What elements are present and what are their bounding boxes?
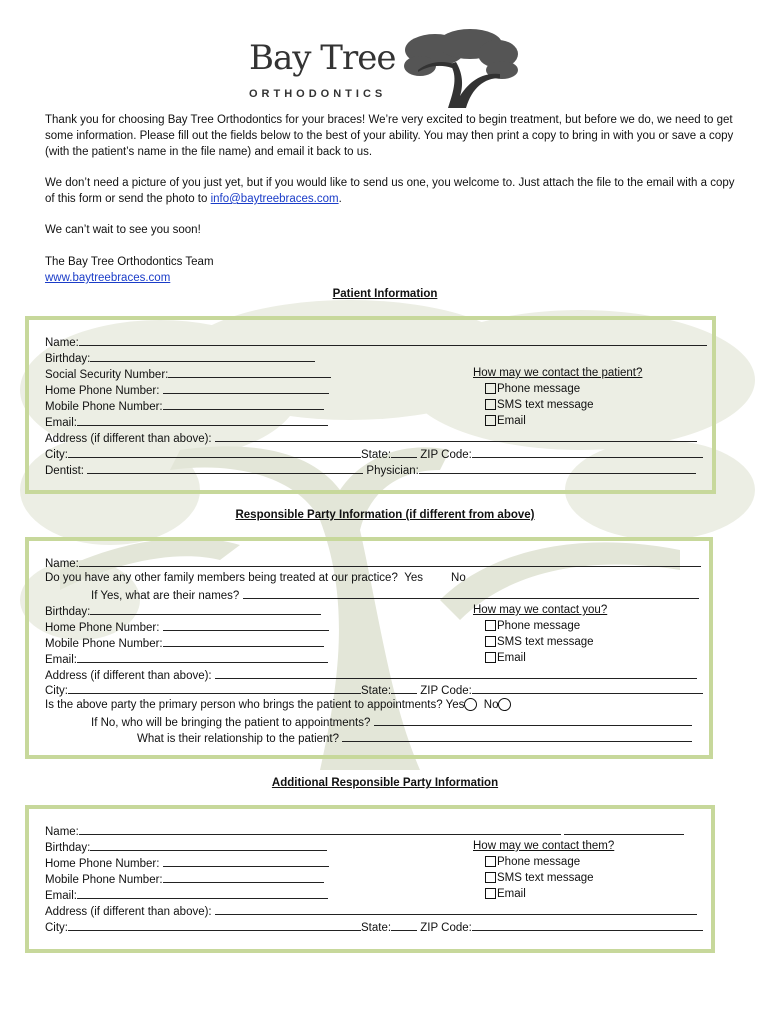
patient-home-phone-label: Home Phone Number: [45, 385, 160, 397]
patient-mobile-phone-label: Mobile Phone Number: [45, 401, 163, 413]
checkbox[interactable] [485, 620, 496, 631]
add-state-label: State: [361, 922, 392, 934]
patient-ssn-label: Social Security Number: [45, 369, 169, 381]
patient-contact-sms[interactable] [485, 397, 594, 413]
add-zip-label: ZIP Code: [420, 922, 472, 934]
patient-zip-field[interactable] [472, 445, 703, 458]
patient-address-label: Address (if different than above): [45, 433, 212, 445]
patient-zip-label: ZIP Code: [420, 449, 472, 461]
add-zip-field[interactable] [472, 918, 703, 931]
tree-logo-icon [400, 28, 520, 108]
patient-contact-email[interactable] [485, 413, 526, 429]
resp-address-label: Address (if different than above): [45, 670, 212, 682]
intro-p2-end: . [338, 193, 342, 205]
patient-email-label: Email: [45, 417, 77, 429]
resp-family-yes[interactable]: Yes [404, 572, 424, 584]
add-name-label: Name: [45, 826, 79, 838]
resp-city-field[interactable] [68, 681, 361, 694]
resp-city-label: City: [45, 685, 68, 697]
patient-physician-field[interactable] [419, 461, 696, 474]
patient-address-field[interactable] [215, 429, 697, 442]
add-email-field[interactable] [77, 886, 328, 899]
resp-mobile-phone-label: Mobile Phone Number: [45, 638, 163, 650]
logo-brand: Bay Tree [249, 38, 396, 78]
patient-state-label: State: [361, 449, 392, 461]
checkbox-label: SMS text message [497, 636, 594, 648]
resp-relationship-field[interactable] [342, 729, 692, 742]
patient-dentist-field[interactable] [87, 461, 363, 474]
add-email-label: Email: [45, 890, 77, 902]
patient-dentist-label: Dentist: [45, 465, 84, 477]
resp-primary-no-label: No [483, 699, 499, 711]
checkbox[interactable] [485, 856, 496, 867]
resp-family-names-field[interactable] [243, 586, 699, 599]
resp-name-label: Name: [45, 558, 79, 570]
patient-name-field[interactable] [79, 333, 707, 346]
resp-primary-question: Is the above party the primary person who brings the patient to appointments? [45, 699, 443, 711]
resp-primary-no-radio[interactable] [498, 698, 511, 711]
resp-who-brings-field[interactable] [374, 713, 692, 726]
resp-family-no[interactable]: No [451, 572, 466, 584]
patient-section-title: Patient Information [332, 288, 438, 300]
checkbox-label: Phone message [497, 620, 581, 632]
patient-contact-heading: How may we contact the patient? [473, 367, 643, 379]
additional-section-title: Additional Responsible Party Information [271, 777, 499, 789]
resp-email-field[interactable] [77, 650, 328, 663]
team-signature: The Bay Tree Orthodontics Team [45, 256, 214, 268]
resp-mobile-phone-field[interactable] [163, 634, 324, 647]
checkbox[interactable] [485, 636, 496, 647]
patient-home-phone-field[interactable] [163, 381, 329, 394]
checkbox[interactable] [485, 872, 496, 883]
resp-state-label: State: [361, 685, 392, 697]
add-contact-phone[interactable] [485, 854, 580, 870]
resp-contact-email[interactable] [485, 650, 526, 666]
resp-family-question: Do you have any other family members being treated at our practice? [45, 572, 398, 584]
resp-zip-label: ZIP Code: [420, 685, 472, 697]
patient-physician-label: Physician: [366, 465, 419, 477]
checkbox[interactable] [485, 652, 496, 663]
logo-subtitle: ORTHODONTICS [249, 88, 387, 100]
add-mobile-phone-field[interactable] [163, 870, 324, 883]
checkbox[interactable] [485, 415, 496, 426]
patient-ssn-field[interactable] [168, 365, 331, 378]
patient-birthday-field[interactable] [90, 349, 315, 362]
resp-relationship-label: What is their relationship to the patient? [137, 733, 340, 745]
resp-state-field[interactable] [391, 681, 417, 694]
resp-contact-sms[interactable] [485, 634, 594, 650]
checkbox-label: Phone message [497, 856, 581, 868]
patient-mobile-phone-field[interactable] [163, 397, 324, 410]
resp-primary-yes-radio[interactable] [464, 698, 477, 711]
checkbox-label: SMS text message [497, 872, 594, 884]
email-link[interactable]: info@baytreebraces.com [210, 193, 339, 205]
add-contact-heading: How may we contact them? [473, 840, 615, 852]
checkbox-label: Email [497, 888, 526, 900]
resp-contact-phone[interactable] [485, 618, 580, 634]
resp-email-label: Email: [45, 654, 77, 666]
resp-home-phone-label: Home Phone Number: [45, 622, 160, 634]
resp-if-yes-label: If Yes, what are their names? [91, 590, 240, 602]
add-contact-email[interactable] [485, 886, 526, 902]
resp-birthday-field[interactable] [90, 602, 321, 615]
checkbox[interactable] [485, 888, 496, 899]
responsible-section-title: Responsible Party Information (if different from above) [235, 509, 535, 521]
checkbox[interactable] [485, 383, 496, 394]
checkbox-label: Email [497, 415, 526, 427]
patient-city-field[interactable] [68, 445, 361, 458]
resp-name-field[interactable] [79, 554, 701, 567]
resp-contact-heading: How may we contact you? [473, 604, 608, 616]
website-link[interactable]: www.baytreebraces.com [45, 272, 171, 284]
add-mobile-phone-label: Mobile Phone Number: [45, 874, 163, 886]
patient-birthday-label: Birthday: [45, 353, 91, 365]
checkbox-label: SMS text message [497, 399, 594, 411]
add-birthday-label: Birthday: [45, 842, 91, 854]
add-name-field[interactable] [79, 822, 561, 835]
add-contact-sms[interactable] [485, 870, 594, 886]
patient-contact-phone[interactable] [485, 381, 580, 397]
add-address-label: Address (if different than above): [45, 906, 212, 918]
add-city-label: City: [45, 922, 68, 934]
checkbox[interactable] [485, 399, 496, 410]
add-state-field[interactable] [391, 918, 417, 931]
resp-address-field[interactable] [215, 666, 697, 679]
resp-primary-yes-label: Yes [445, 699, 465, 711]
intro-paragraph-2 [45, 175, 735, 207]
checkbox-label: Phone message [497, 383, 581, 395]
resp-zip-field[interactable] [472, 681, 703, 694]
intro-p2-text: We don’t need a picture of you just yet, but if you would like to send us one, you welcome to. Just attach the file to the email with a copy of this form or send the photo to [45, 177, 735, 205]
add-city-field[interactable] [68, 918, 361, 931]
resp-home-phone-field[interactable] [163, 618, 329, 631]
add-name-extra-field[interactable] [564, 822, 684, 835]
intro-paragraph-3: We can’t wait to see you soon! [45, 224, 201, 236]
add-home-phone-field[interactable] [163, 854, 329, 867]
logo [245, 28, 520, 108]
resp-if-no-label: If No, who will be bringing the patient to appointments? [91, 717, 371, 729]
add-home-phone-label: Home Phone Number: [45, 858, 160, 870]
patient-state-field[interactable] [391, 445, 417, 458]
patient-city-label: City: [45, 449, 68, 461]
add-birthday-field[interactable] [90, 838, 327, 851]
add-address-field[interactable] [215, 902, 697, 915]
patient-email-field[interactable] [77, 413, 328, 426]
patient-name-label: Name: [45, 337, 79, 349]
checkbox-label: Email [497, 652, 526, 664]
intro-paragraph-1: Thank you for choosing Bay Tree Orthodontics for your braces! We’re very excited to begin treatment, but before we do, we need to get some information. Please fill out the fields below to the best of your ability. You may then print a copy to bring in with you or save a copy (with the patient’s name in the file name) and email it back to us. [45, 114, 734, 158]
resp-birthday-label: Birthday: [45, 606, 91, 618]
